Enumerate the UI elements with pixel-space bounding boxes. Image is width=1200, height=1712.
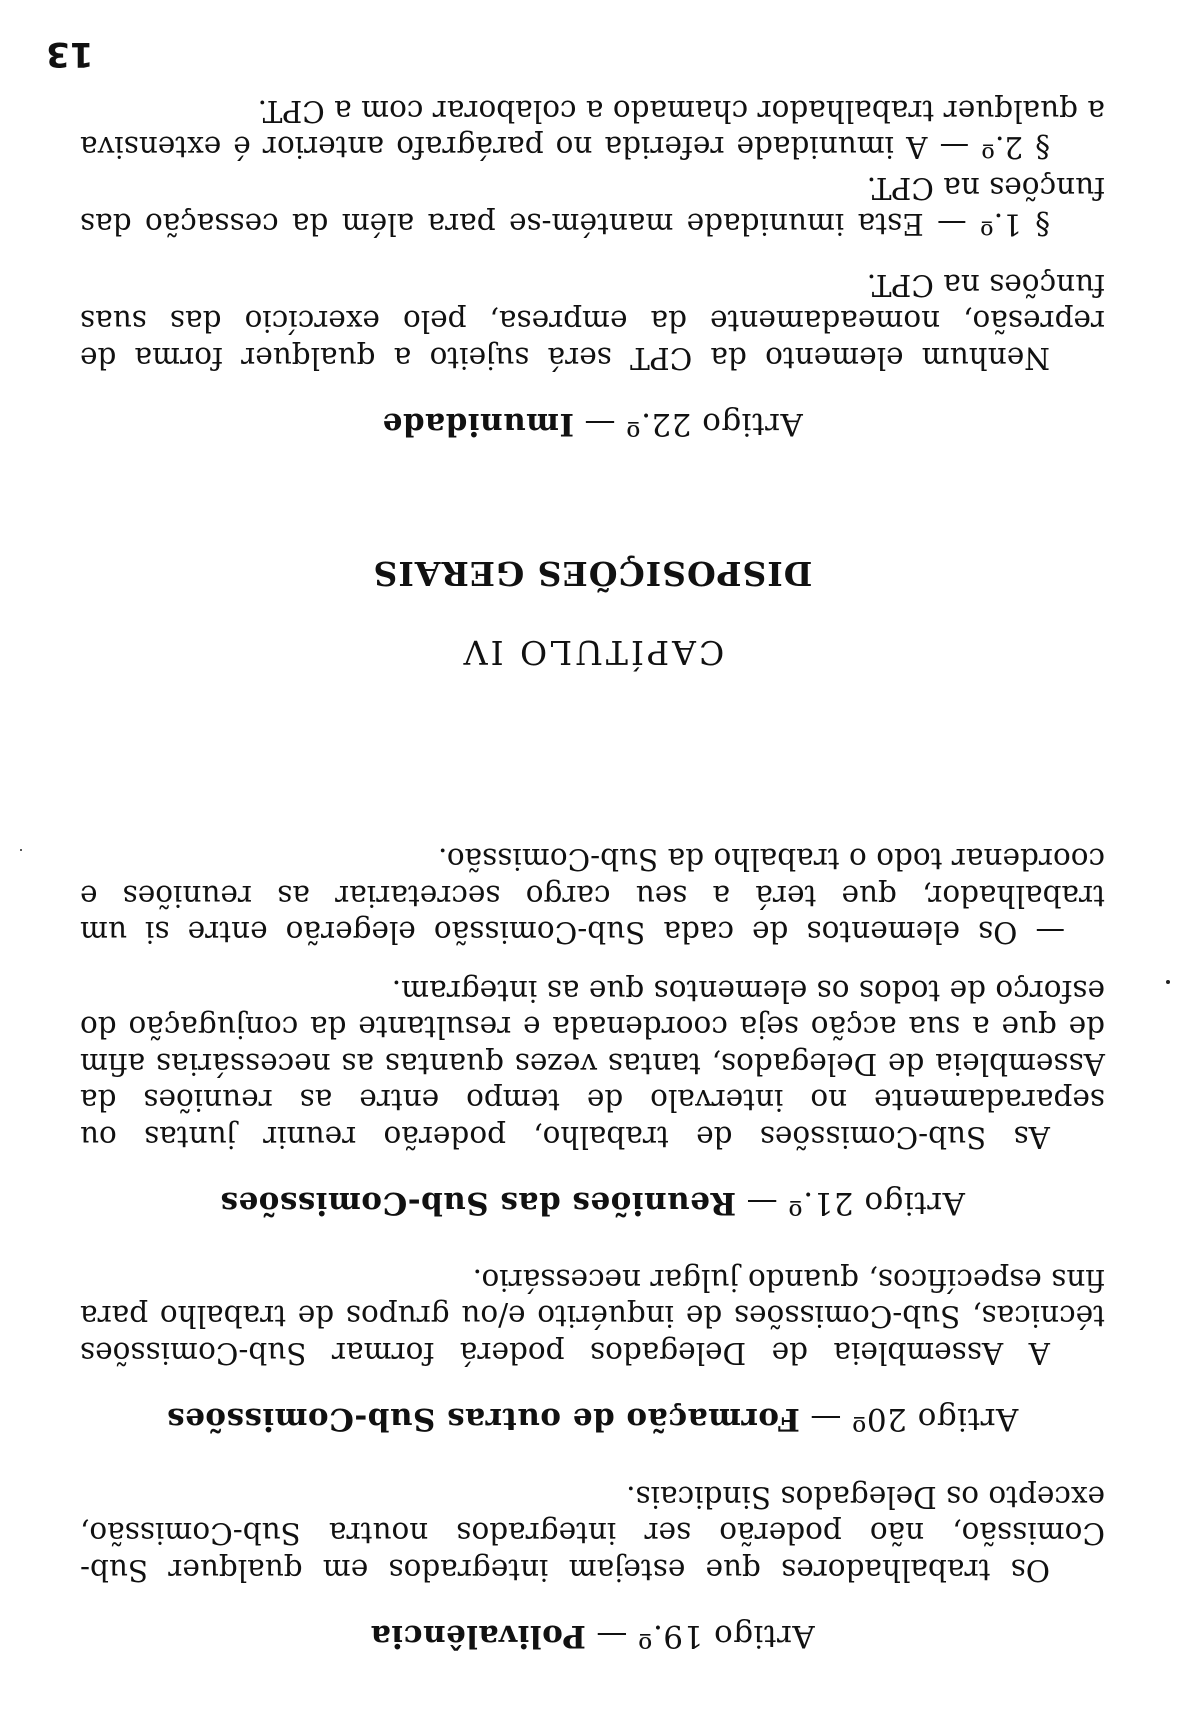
- chapter-title: DISPOSIÇÕES GERAIS: [372, 554, 813, 593]
- scan-speck: [20, 849, 22, 851]
- paragraph-section-1: § 1.º — Esta imunidade mantém-se para além da cessação das funções na CPT.: [80, 170, 1105, 242]
- article-22: [80, 92, 1105, 442]
- article-heading: [80, 1618, 1105, 1654]
- article-heading: [80, 406, 1105, 442]
- article-number: Artigo 22.º: [625, 406, 803, 442]
- article-21: [80, 840, 1105, 1221]
- article-paragraph: A Assembleia de Delegados poderá formar Sub-Comissões técnicas, Sub-Comissões de inquérito e/ou grupos de trabalho para fins específicos, quando julgar necessário.: [80, 1262, 1105, 1370]
- chapter-header: [80, 554, 1105, 672]
- heading-separator: —: [809, 1401, 842, 1437]
- article-title: Polivalência: [370, 1618, 586, 1654]
- article-paragraph: Nenhum elemento da CPT será sujeito a qualquer forma de represão, nomeadamente da empresa, pelo exercício das suas funções na CPT.: [80, 267, 1105, 375]
- article-heading: [80, 1401, 1105, 1437]
- article-number: Artigo 20º: [851, 1401, 1019, 1437]
- chapter-label: CAPÍTULO IV: [460, 633, 725, 672]
- article-paragraph: As Sub-Comissões de trabalho, poderão reunir juntas ou separadamente no intervalo de tempo entre as reuniões da Assembleia de Delegados, tantas vezes quantas as necessárias afim de que a sua acção seja coordenada e resultante da conjugação do esforço de todos os elementos que as integram.: [80, 973, 1105, 1154]
- article-title: Reuniões das Sub-Comissões: [220, 1185, 737, 1221]
- heading-separator: —: [595, 1618, 628, 1654]
- page-number: 13: [46, 34, 94, 74]
- heading-separator: —: [584, 406, 616, 442]
- scan-speck: [1166, 980, 1170, 984]
- article-number: Artigo 19.º: [637, 1618, 815, 1654]
- paragraph-section-2: § 2.º — A imunidade referida no parágrafo anterior é extensiva a qualquer trabalhador chamado a colaborar com a CPT.: [80, 93, 1105, 165]
- heading-separator: —: [746, 1185, 778, 1221]
- article-title: Imunidade: [382, 406, 574, 442]
- article-paragraph: — Os elementos de cada Sub-Comissão elegerão entre si um trabalhador, que terá a seu cargo secretariar as reuniões e coordenar todo o trabalho da Sub-Comissão.: [80, 841, 1105, 950]
- article-heading: [80, 1185, 1105, 1221]
- article-19: [80, 1478, 1105, 1654]
- article-number: Artigo 21.º: [787, 1185, 965, 1221]
- article-paragraph: Os trabalhadores que estejam integrados em qualquer Sub-Comissão, não poderão ser integrados noutra Sub-Comissão, excepto os Delegados Sindicais.: [80, 1479, 1105, 1587]
- article-title: Formação de outras Sub-Comissões: [166, 1401, 800, 1437]
- article-20: [80, 1261, 1105, 1437]
